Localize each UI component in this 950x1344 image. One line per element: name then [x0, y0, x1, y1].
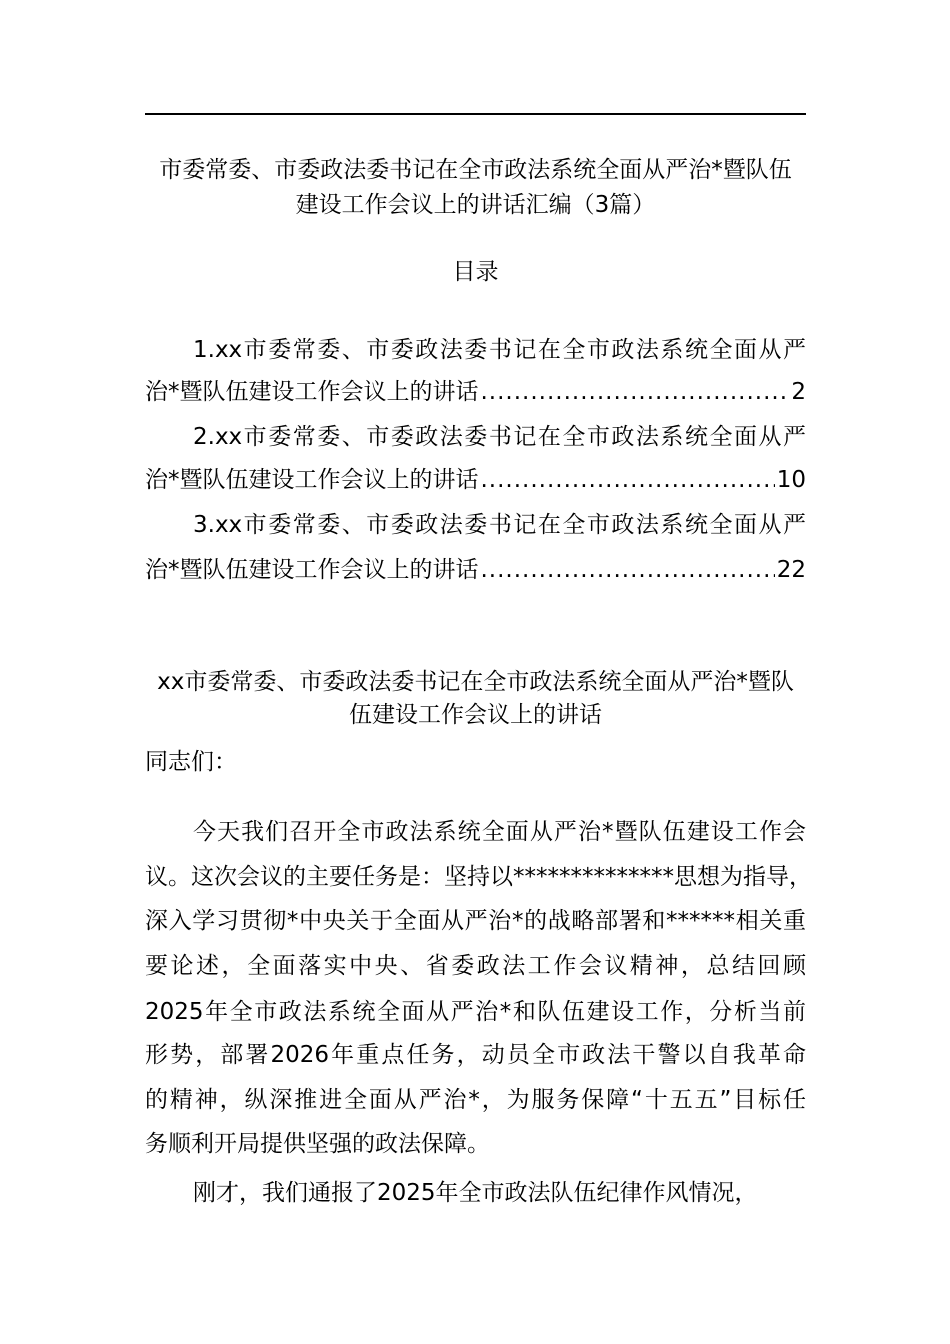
toc-leader [481, 555, 775, 585]
paragraph-line: 的精神，纵深推进全面从严治*，为服务保障“十五五”目标任 [145, 1087, 806, 1113]
toc-entry-2-line-1[interactable]: 2.xx市委常委、市委政法委书记在全市政法系统全面从严 [193, 424, 806, 450]
salutation: 同志们： [145, 749, 237, 775]
paragraph-line: 议。这次会议的主要任务是：坚持以**************思想为指导， [145, 864, 812, 890]
paragraph-line: 形势，部署2026年重点任务，动员全市政法干警以自我革命 [145, 1042, 806, 1068]
paragraph-line: 刚才，我们通报了2025年全市政法队伍纪律作风情况， [193, 1180, 758, 1206]
toc-heading: 目录 [452, 259, 499, 285]
toc-page-number: 22 [776, 557, 806, 583]
toc-page-number: 2 [791, 379, 806, 405]
paragraph-line: 深入学习贯彻*中央关于全面从严治*的战略部署和******相关重 [145, 908, 806, 934]
doc-title-line-1: 市委常委、市委政法委书记在全市政法系统全面从严治*暨队伍 [159, 157, 792, 183]
article-title-line-2: 伍建设工作会议上的讲话 [349, 702, 602, 728]
toc-leader [481, 465, 775, 495]
toc-entry-text: 治*暨队伍建设工作会议上的讲话 [145, 467, 479, 493]
toc-entry-1-line-2[interactable] [145, 377, 806, 407]
header-rule [145, 113, 806, 115]
doc-title-line-2: 建设工作会议上的讲话汇编（3篇） [295, 192, 656, 218]
article-title-line-1: xx市委常委、市委政法委书记在全市政法系统全面从严治*暨队 [157, 669, 794, 695]
toc-entry-text: 治*暨队伍建设工作会议上的讲话 [145, 557, 479, 583]
paragraph-line: 2025年全市政法系统全面从严治*和队伍建设工作，分析当前 [145, 999, 806, 1025]
toc-entry-3-line-1[interactable]: 3.xx市委常委、市委政法委书记在全市政法系统全面从严 [193, 512, 806, 538]
toc-leader [481, 377, 790, 407]
paragraph-line: 务顺利开局提供坚强的政法保障。 [145, 1131, 490, 1157]
toc-entry-3-line-2[interactable] [145, 555, 806, 585]
toc-entry-2-line-2[interactable] [145, 465, 806, 495]
paragraph-line: 今天我们召开全市政法系统全面从严治*暨队伍建设工作会 [193, 819, 806, 845]
toc-entry-text: 治*暨队伍建设工作会议上的讲话 [145, 379, 479, 405]
paragraph-line: 要论述，全面落实中央、省委政法工作会议精神，总结回顾 [145, 953, 806, 979]
toc-page-number: 10 [776, 467, 806, 493]
toc-entry-1-line-1[interactable]: 1.xx市委常委、市委政法委书记在全市政法系统全面从严 [193, 337, 806, 363]
